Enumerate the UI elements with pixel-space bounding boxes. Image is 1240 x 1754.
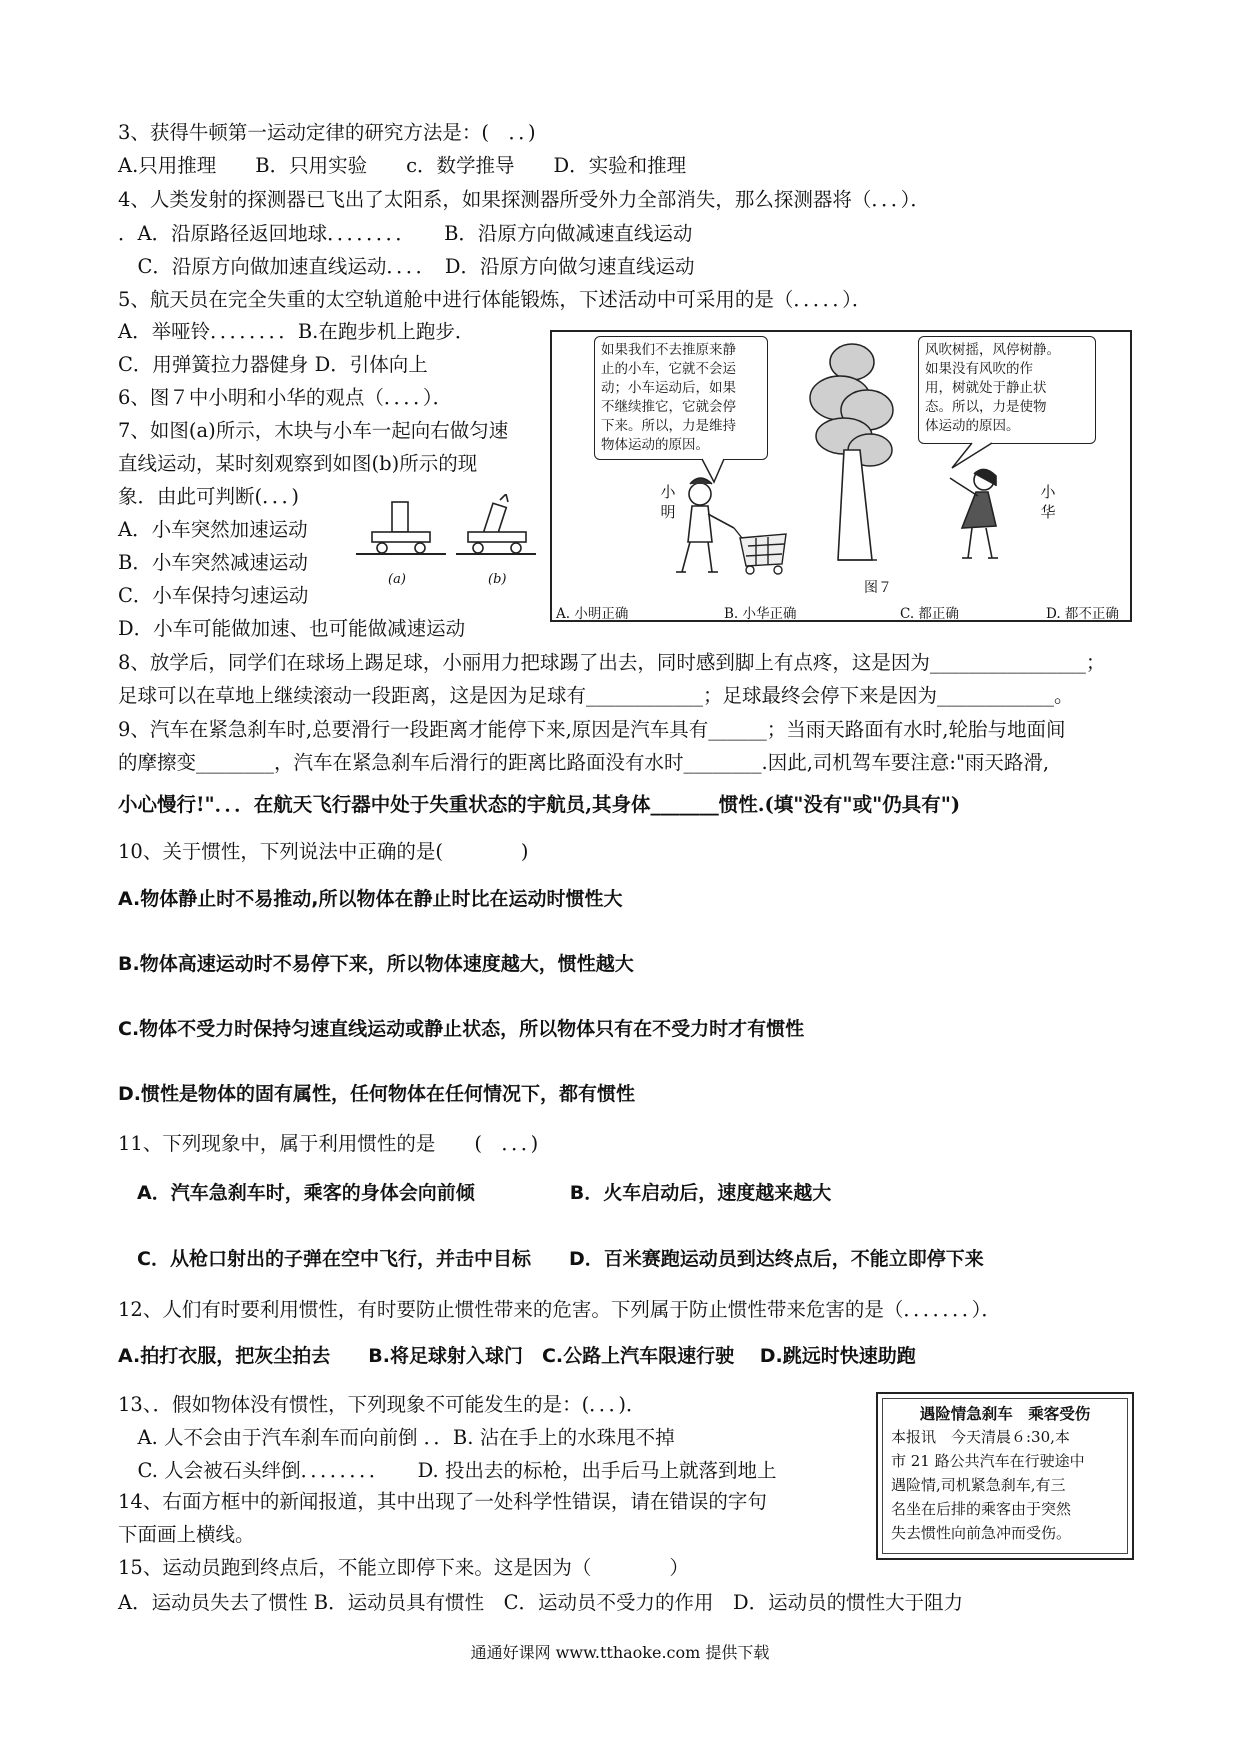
figure-7-option-c: C. 都正确 [900,606,959,622]
question-line-q9c: 小心慢行!"．．．在航天飞行器中处于失重状态的宇航员,其身体_______惯性.(填"没有"或"仍具有") [118,793,961,816]
question-line-q7_C: C．小车保持匀速运动 [118,584,309,607]
question-line-q9a: 9、汽车在紧急刹车时,总要滑行一段距离才能停下来,原因是汽车具有______；当雨天路面有水时,轮胎与地面间 [118,718,1066,741]
xiaohua-label: 小 华 [1040,483,1056,521]
question-line-q14b: 下面画上横线。 [118,1523,255,1546]
question-line-q15: 15、运动员跑到终点后，不能立即停下来。这是因为（ ） [118,1556,689,1579]
question-line-q8a: 8、放学后，同学们在球场上踢足球，小丽用力把球踢了出去，同时感到脚上有点疼，这是因为________________； [118,651,1106,674]
xiaoming-figure [676,478,734,572]
figure-7-option-a: A. 小明正确 [556,606,629,622]
question-line-q7_A: A．小车突然加速运动 [118,518,308,541]
question-line-q5_ab: A．举哑铃．．．．．．．．B.在跑步机上跑步． [118,320,475,343]
question-line-q7c: 象．由此可判断(．．．) [118,485,299,508]
question-line-q10_B: B.物体高速运动时不易停下来，所以物体速度越大，惯性越大 [118,953,634,975]
cart-label-b: (b) [488,572,507,587]
question-line-q6: 6、图７中小明和小华的观点（．．．．）． [118,386,453,409]
question-line-q5: 5、航天员在完全失重的太空轨道舱中进行体能锻炼，下述活动中可采用的是（．．．．．）． [118,288,872,311]
cart-label-a: (a) [388,572,406,587]
news-body: 本报讯 今天清晨６:30,本 市 21 路公共汽车在行驶途中 遇险情,司机紧急刹车,有三 名坐在后排的乘客由于突然 失去惯性向前急冲而受伤。 [891,1428,1085,1542]
xiaoming-label: 小 明 [660,483,676,521]
figure-7-option-b: B. 小华正确 [724,606,797,622]
xiaoming-speech-bubble: 如果我们不去推原来静 止的小车，它就不会运 动；小车运动后，如果 不继续推它，它就会停 下来。所以，力是维持 物体运动的原因。 [594,336,768,460]
question-line-q10_D: D.惯性是物体的固有属性，任何物体在任何情况下，都有惯性 [118,1083,635,1105]
question-line-q13: 13、．假如物体没有惯性，下列现象不可能发生的是：(．．．)． [118,1393,646,1416]
xiaohua-speech-bubble: 风吹树摇，风停树静。 如果没有风吹的作 用，树就处于静止状 态。所以，力是使物 体运动的原因。 [918,336,1096,444]
question-line-q4_ab: ．A．沿原路径返回地球．．．．．．．． B．沿原方向做减速直线运动 [118,222,693,245]
question-line-q3: 3、获得牛顿第一运动定律的研究方法是：( ．．) [118,121,536,144]
question-line-q12: 12、人们有时要利用惯性，有时要防止惯性带来的危害。下列属于防止惯性带来危害的是（．．．．．．．）． [118,1298,1001,1321]
question-line-q11_CD: C．从枪口射出的子弹在空中飞行，并击中目标 D．百米赛跑运动员到达终点后，不能立即停下来 [118,1248,984,1270]
question-line-q3_opts: A.只用推理 B．只用实验 c．数学推导 D．实验和推理 [118,154,687,177]
question-line-q5_cd: C．用弹簧拉力器健身 D．引体向上 [118,353,428,376]
tree-crown [810,344,893,466]
shopping-cart [734,528,786,574]
question-line-q7_D: D．小车可能做加速、也可能做减速运动 [118,617,466,640]
question-line-q11_AB: A．汽车急刹车时，乘客的身体会向前倾 B．火车启动后，速度越来越大 [118,1182,832,1204]
question-line-q8b: 足球可以在草地上继续滚动一段距离，这是因为足球有____________；足球最终会停下来是因为____________。 [118,684,1074,707]
question-line-q12_opts: A.拍打衣服，把灰尘拍去 B.将足球射入球门 C.公路上汽车限速行驶 D.跳远时快速助跑 [118,1345,916,1367]
question-line-q13_AB: A. 人不会由于汽车刹车而向前倒 ．．B. 沾在手上的水珠甩不掉 [118,1426,675,1449]
question-line-q14a: 14、右面方框中的新闻报道，其中出现了一处科学性错误，请在错误的字句 [118,1490,767,1513]
question-line-q10: 10、关于惯性，下列说法中正确的是( ) [118,840,529,863]
question-line-q4_cd: C．沿原方向做加速直线运动．．．． D．沿原方向做匀速直线运动 [118,255,695,278]
question-line-q10_A: A.物体静止时不易推动,所以物体在静止时比在运动时惯性大 [118,888,623,910]
question-line-q13_CD: C. 人会被石头绊倒．．．．．．．． D. 投出去的标枪，出手后马上就落到地上 [118,1459,777,1482]
news-title: 遇险情急刹车 乘客受伤 [919,1404,1091,1423]
page-footer: 通通好课网 www.tthaoke.com 提供下载 [470,1643,770,1662]
question-line-q7b: 直线运动，某时刻观察到如图(b)所示的现 [118,452,478,475]
question-line-q10_C: C.物体不受力时保持匀速直线运动或静止状态，所以物体只有在不受力时才有惯性 [118,1018,805,1040]
question-line-q7_B: B．小车突然减速运动 [118,551,308,574]
question-line-q15_opts: A．运动员失去了惯性 B．运动员具有惯性 C．运动员不受力的作用 D．运动员的惯性大于阻力 [118,1591,964,1614]
question-line-q4: 4、人类发射的探测器已飞出了太阳系，如果探测器所受外力全部消失，那么探测器将（．．．）． [118,188,930,211]
xiaohua-figure [950,469,998,558]
figure-7-option-d: D. 都不正确 [1046,606,1119,622]
figure-7-illustration [552,332,1130,620]
question-line-q11: 11、下列现象中，属于利用惯性的是 ( ．．．) [118,1132,539,1155]
news-report-box [876,1392,1134,1560]
figure-7 [550,330,1132,622]
question-line-q9b: 的摩擦变________，汽车在紧急刹车后滑行的距离比路面没有水时________.因此,司机驾车要注意:"雨天路滑, [118,751,1050,774]
cart-illustration [356,494,536,570]
figure-7-caption: 图７ [864,580,892,596]
cart-figure [356,494,536,594]
question-line-q7a: 7、如图(a)所示，木块与小车一起向右做匀速 [118,419,509,442]
